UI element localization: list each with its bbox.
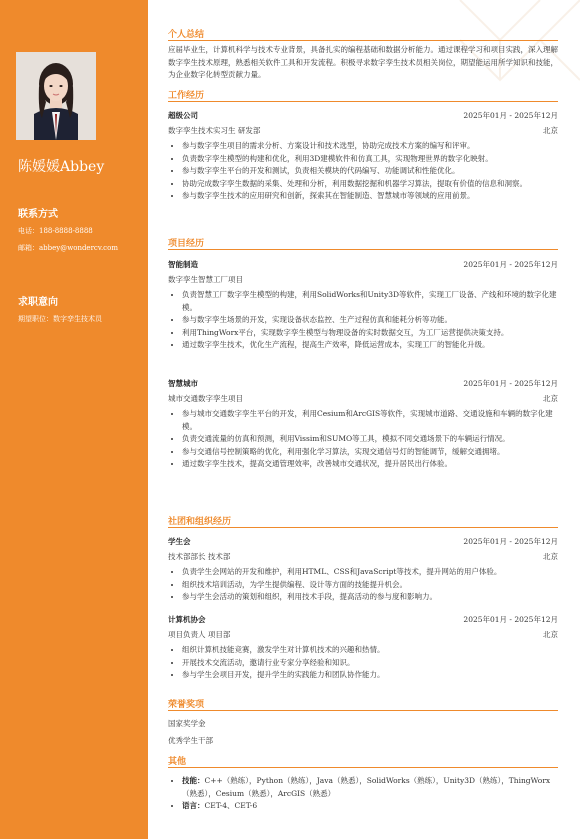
language-text: CET-4、CET-6 bbox=[204, 801, 258, 810]
date-range: 2025年01月 - 2025年12月 bbox=[463, 111, 558, 120]
list-item: • 负责数字孪生模型的构建和优化，利用3D建模软件和仿真工具，实现物理世界的数字化映射。 bbox=[182, 153, 558, 166]
list-item: • 参与数字孪生平台的开发和测试，负责相关模块的代码编写、功能调试和性能优化。 bbox=[182, 165, 558, 178]
language-item bbox=[182, 800, 558, 813]
list-item: • 组织计算机技能竞赛，激发学生对计算机技术的兴趣和热情。 bbox=[182, 644, 558, 657]
intent-title: 求职意向 bbox=[18, 297, 58, 308]
section-divider bbox=[168, 40, 558, 41]
list-item: • 通过数字孪生技术，提高交通管理效率，改善城市交通状况，提升居民出行体验。 bbox=[182, 458, 558, 471]
club-bullets bbox=[168, 566, 558, 604]
city-text: 北京 bbox=[543, 126, 558, 135]
list-item: • 通过数字孪生技术，优化生产流程，提高生产效率，降低运营成本，实现工厂的智能化升级。 bbox=[182, 339, 558, 352]
role-text: 项目负责人 项目部 bbox=[168, 630, 231, 639]
section-title-clubs: 社团和组织经历 bbox=[168, 517, 232, 527]
role-text: 城市交通数字孪生项目 bbox=[168, 394, 243, 403]
work-header bbox=[168, 110, 558, 122]
club-header bbox=[168, 614, 558, 626]
project-role-row bbox=[168, 393, 558, 405]
list-item: • 参与数字孪生项目的需求分析、方案设计和技术选型，协助完成技术方案的编写和评审。 bbox=[182, 140, 558, 153]
list-item: • 参与数字孪生场景的开发，实现设备状态监控、生产过程仿真和能耗分析等功能。 bbox=[182, 314, 558, 327]
project-header bbox=[168, 259, 558, 271]
city-text: 北京 bbox=[543, 630, 558, 639]
city-text: 北京 bbox=[543, 394, 558, 403]
section-title-summary: 个人总结 bbox=[168, 30, 205, 40]
honor-text: 国家奖学金 bbox=[168, 719, 206, 728]
other-list bbox=[168, 775, 558, 813]
club-bullets bbox=[168, 644, 558, 682]
section-title-other: 其他 bbox=[168, 757, 187, 767]
skills-item bbox=[182, 775, 558, 800]
role-text: 数字孪生智慧工厂项目 bbox=[168, 275, 243, 284]
date-range: 2025年01月 - 2025年12月 bbox=[463, 379, 558, 388]
project-bullets bbox=[168, 289, 558, 352]
phone-text: 电话：188-8888-8888 bbox=[18, 227, 93, 235]
section-divider bbox=[168, 767, 558, 768]
work-role-row bbox=[168, 125, 558, 137]
summary-text: 应届毕业生，计算机科学与技术专业背景，具备扎实的编程基础和数据分析能力。通过课程学习和项目实践，深入理解数字孪生技术原理，熟悉相关软件工具和开发流程。积极寻求数字孪生技术员相关岗位，期望能运用所学知识和技能，为企业数字化转型贡献力量。 bbox=[168, 45, 558, 79]
org-name: 智慧城市 bbox=[168, 379, 198, 388]
role-text: 数字孪生技术实习生 研发部 bbox=[168, 126, 261, 135]
honor-text: 优秀学生干部 bbox=[168, 736, 213, 745]
section-divider bbox=[168, 249, 558, 250]
list-item: • 参与学生会活动的策划和组织，利用技术手段，提高活动的参与度和影响力。 bbox=[182, 591, 558, 604]
list-item: • 参与交通信号控制策略的优化，利用强化学习算法，实现交通信号灯的智能调节，缓解交通拥堵。 bbox=[182, 446, 558, 459]
list-item: • 负责学生会网站的开发和维护，利用HTML、CSS和JavaScript等技术，提升网站的用户体验。 bbox=[182, 566, 558, 579]
list-item: • 组织技术培训活动，为学生提供编程、设计等方面的技能提升机会。 bbox=[182, 579, 558, 592]
list-item: • 负责交通流量的仿真和预测，利用Vissim和SUMO等工具，模拟不同交通场景下的车辆运行情况。 bbox=[182, 433, 558, 446]
skills-label: 技能： bbox=[182, 776, 205, 785]
language-label: 语言： bbox=[182, 801, 205, 810]
section-divider bbox=[168, 527, 558, 528]
list-item: • 利用ThingWorx平台，实现数字孪生模型与物理设备的实时数据交互，为工厂运营提供决策支持。 bbox=[182, 327, 558, 340]
list-item: • 参与学生会项目开发，提升学生的实践能力和团队协作能力。 bbox=[182, 669, 558, 682]
city-text: 北京 bbox=[543, 552, 558, 561]
org-name: 智能制造 bbox=[168, 260, 198, 269]
date-range: 2025年01月 - 2025年12月 bbox=[463, 615, 558, 624]
list-item: • 负责智慧工厂数字孪生模型的构建，利用SolidWorks和Unity3D等软件，实现工厂设备、产线和环境的数字化建模。 bbox=[182, 289, 558, 314]
club-role-row bbox=[168, 629, 558, 641]
date-range: 2025年01月 - 2025年12月 bbox=[463, 260, 558, 269]
profile-photo bbox=[16, 52, 96, 140]
skills-text: C++（熟练），Python（熟练），Java（熟悉），SolidWorks（熟练），Unity3D（熟练），ThingWorx（熟悉），Cesium（熟悉），ArcGIS（熟悉） bbox=[182, 776, 551, 798]
honor-item bbox=[168, 718, 558, 730]
section-divider bbox=[168, 710, 558, 711]
role-text: 技术部部长 技术部 bbox=[168, 552, 231, 561]
club-role-row bbox=[168, 551, 558, 563]
section-divider bbox=[168, 101, 558, 102]
candidate-name: 陈媛媛Abbey bbox=[18, 159, 105, 175]
project-header bbox=[168, 378, 558, 390]
honor-item bbox=[168, 735, 558, 747]
org-name: 超级公司 bbox=[168, 111, 198, 120]
contact-title: 联系方式 bbox=[18, 209, 58, 220]
list-item: • 协助完成数字孪生数据的采集、处理和分析，利用数据挖掘和机器学习算法，提取有价值的信息和洞察。 bbox=[182, 178, 558, 191]
project-role-row bbox=[168, 274, 558, 286]
section-title-work: 工作经历 bbox=[168, 91, 205, 101]
date-range: 2025年01月 - 2025年12月 bbox=[463, 537, 558, 546]
org-name: 计算机协会 bbox=[168, 615, 206, 624]
section-title-honors: 荣誉奖项 bbox=[168, 700, 205, 710]
section-title-projects: 项目经历 bbox=[168, 239, 205, 249]
sidebar bbox=[0, 0, 148, 839]
list-item: • 参与数字孪生技术的应用研究和创新，探索其在智能制造、智慧城市等领域的应用前景。 bbox=[182, 190, 558, 203]
project-bullets bbox=[168, 408, 558, 471]
list-item: • 开展技术交流活动，邀请行业专家分享经验和知识。 bbox=[182, 657, 558, 670]
intent-text: 期望职位：数字孪生技术员 bbox=[18, 315, 102, 323]
club-header bbox=[168, 536, 558, 548]
work-bullets bbox=[168, 140, 558, 203]
org-name: 学生会 bbox=[168, 537, 191, 546]
email-text: 邮箱：abbey@wondercv.com bbox=[18, 244, 118, 252]
list-item: • 参与城市交通数字孪生平台的开发，利用Cesium和ArcGIS等软件，实现城市道路、交通设施和车辆的数字化建模。 bbox=[182, 408, 558, 433]
